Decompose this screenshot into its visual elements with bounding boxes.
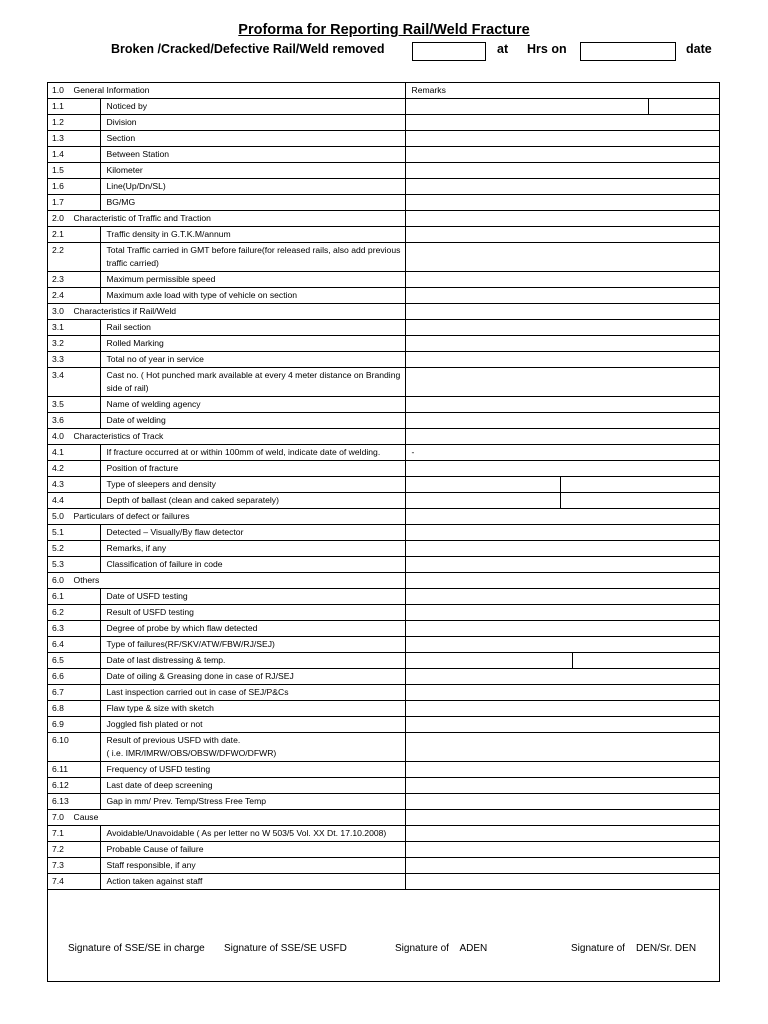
report-form [47,82,720,982]
form-row [48,99,720,115]
form-row [48,493,720,509]
form-row [48,320,720,336]
item-label: Last date of deep screening [100,778,405,794]
item-label: If fracture occurred at or within 100mm of weld, indicate date of welding. [100,445,405,461]
item-label: Result of USFD testing [100,605,405,621]
form-row [48,621,720,637]
item-label: Name of welding agency [100,397,405,413]
form-row [48,352,720,368]
form-row [48,336,720,352]
item-number: 6.1 [48,589,100,605]
item-number: 4.4 [48,493,100,509]
section-label: Characteristics if Rail/Weld [73,306,177,316]
remarks-cell[interactable] [405,637,720,653]
item-label: Date of welding [100,413,405,429]
remarks-cell[interactable] [405,810,720,826]
form-row [48,762,720,778]
section-row [48,83,720,99]
section-number: 7.0 [52,812,64,822]
item-number: 6.13 [48,794,100,810]
form-row [48,179,720,195]
form-row [48,227,720,243]
item-number: 3.2 [48,336,100,352]
remarks-cell[interactable] [405,858,720,874]
item-number: 3.6 [48,413,100,429]
item-number: 6.7 [48,685,100,701]
item-number: 3.4 [48,368,100,397]
remarks-cell[interactable] [405,477,720,493]
section-row [48,810,720,826]
remarks-cell[interactable] [405,179,720,195]
item-label: Type of sleepers and density [100,477,405,493]
remarks-cell[interactable] [405,195,720,211]
item-label: Line(Up/Dn/SL) [100,179,405,195]
time-blank-field[interactable] [412,42,486,61]
item-number: 6.11 [48,762,100,778]
remarks-subcell[interactable] [560,493,720,508]
remarks-cell[interactable] [405,669,720,685]
section-label: Others [73,575,100,585]
item-number: 6.9 [48,717,100,733]
remarks-cell[interactable] [405,493,720,509]
section-row [48,429,720,445]
item-label: Between Station [100,147,405,163]
date-blank-field[interactable] [580,42,676,61]
form-row [48,243,720,272]
section-number: 1.0 [52,85,64,95]
item-number: 1.5 [48,163,100,179]
item-number: 7.2 [48,842,100,858]
item-number: 3.5 [48,397,100,413]
item-label: Total Traffic carried in GMT before failure(for released rails, also add previous traffic carried) [100,243,405,272]
item-number: 4.3 [48,477,100,493]
item-label: Division [100,115,405,131]
form-row [48,669,720,685]
item-label: Result of previous USFD with date. ( i.e. IMR/IMRW/OBS/OBSW/DFWO/DFWR) [100,733,405,762]
form-row [48,605,720,621]
form-row [48,147,720,163]
remarks-cell[interactable] [405,99,720,115]
remarks-cell[interactable] [405,336,720,352]
item-number: 6.2 [48,605,100,621]
form-row [48,653,720,669]
item-label: Classification of failure in code [100,557,405,573]
form-row [48,794,720,810]
remarks-cell[interactable] [405,461,720,477]
item-number: 5.1 [48,525,100,541]
remarks-subcell[interactable] [406,477,560,492]
remarks-cell[interactable] [405,573,720,589]
section-number: 2.0 [52,213,64,223]
form-row [48,778,720,794]
item-number: 6.5 [48,653,100,669]
item-label: Maximum permissible speed [100,272,405,288]
item-number: 6.3 [48,621,100,637]
item-label: Maximum axle load with type of vehicle on section [100,288,405,304]
section-heading [48,810,405,826]
item-number: 4.1 [48,445,100,461]
section-number: 3.0 [52,306,64,316]
item-number: 1.6 [48,179,100,195]
remarks-cell[interactable] [405,131,720,147]
item-number: 1.3 [48,131,100,147]
at-label: at [497,42,509,56]
form-row [48,826,720,842]
section-row [48,304,720,320]
remarks-cell[interactable] [405,147,720,163]
remarks-cell[interactable] [405,413,720,429]
signature-sse-in-charge: Signature of SSE/SE in charge [68,943,205,954]
item-label: Last inspection carried out in case of SEJ/P&Cs [100,685,405,701]
section-label: Characteristics of Track [73,431,164,441]
section-row [48,211,720,227]
section-heading [48,573,405,589]
form-row [48,541,720,557]
section-label: General Information [73,85,150,95]
remarks-cell[interactable] [405,778,720,794]
form-row [48,461,720,477]
form-row [48,115,720,131]
item-label: Date of last distressing & temp. [100,653,405,669]
section-heading [48,83,405,99]
form-row [48,717,720,733]
remarks-cell[interactable] [405,243,720,272]
form-row [48,637,720,653]
remarks-cell[interactable] [405,589,720,605]
remarks-cell[interactable] [405,653,720,669]
form-row [48,874,720,890]
item-number: 2.2 [48,243,100,272]
section-number: 5.0 [52,511,64,521]
remark-text: - [411,447,415,457]
remarks-cell[interactable] [405,557,720,573]
remarks-cell[interactable] [405,227,720,243]
item-label: Gap in mm/ Prev. Temp/Stress Free Temp [100,794,405,810]
item-number: 1.2 [48,115,100,131]
signature-aden: Signature of ADEN [395,943,488,954]
remarks-cell[interactable] [405,445,720,461]
form-row [48,195,720,211]
remarks-split [406,99,721,114]
item-label: Rolled Marking [100,336,405,352]
remarks-cell[interactable] [405,368,720,397]
item-number: 2.3 [48,272,100,288]
remarks-split [406,493,721,508]
item-label: Cast no. ( Hot punched mark available at every 4 meter distance on Branding side of rail) [100,368,405,397]
item-number: 7.4 [48,874,100,890]
remarks-cell[interactable] [405,826,720,842]
item-label: BG/MG [100,195,405,211]
form-row [48,858,720,874]
item-label: Section [100,131,405,147]
remarks-subcell[interactable] [406,653,573,668]
form-row [48,589,720,605]
item-number: 7.3 [48,858,100,874]
item-label: Frequency of USFD testing [100,762,405,778]
form-row [48,397,720,413]
remarks-subcell[interactable] [406,99,648,114]
item-number: 1.7 [48,195,100,211]
remarks-cell[interactable] [405,304,720,320]
item-label: Date of USFD testing [100,589,405,605]
item-number: 6.6 [48,669,100,685]
remarks-cell[interactable] [405,874,720,890]
item-label: Probable Cause of failure [100,842,405,858]
item-number: 2.1 [48,227,100,243]
item-label: Rail section [100,320,405,336]
item-label: Type of failures(RF/SKV/ATW/FBW/RJ/SEJ) [100,637,405,653]
item-label: Avoidable/Unavoidable ( As per letter no W 503/5 Vol. XX Dt. 17.10.2008) [100,826,405,842]
remarks-cell[interactable] [405,509,720,525]
item-number: 1.1 [48,99,100,115]
remarks-cell[interactable] [405,717,720,733]
item-label: Kilometer [100,163,405,179]
form-row [48,272,720,288]
remarks-subcell[interactable] [406,493,560,508]
form-row [48,368,720,397]
remarks-subcell[interactable] [560,477,720,492]
section-heading [48,509,405,525]
remarks-cell[interactable] [405,842,720,858]
form-row [48,685,720,701]
form-row [48,701,720,717]
form-row [48,525,720,541]
remarks-cell[interactable] [405,685,720,701]
section-label: Particulars of defect or failures [73,511,190,521]
item-label: Noticed by [100,99,405,115]
remarks-subcell[interactable] [648,99,720,114]
section-label: Characteristic of Traffic and Traction [73,213,211,223]
item-number: 5.3 [48,557,100,573]
item-label: Flaw type & size with sketch [100,701,405,717]
item-label: Staff responsible, if any [100,858,405,874]
item-label: Remarks, if any [100,541,405,557]
form-row [48,288,720,304]
hrs-on-label: Hrs on [527,42,567,56]
section-heading [48,429,405,445]
remarks-cell[interactable] [405,621,720,637]
remarks-cell[interactable] [405,541,720,557]
remarks-cell[interactable] [405,525,720,541]
remarks-split [406,653,721,668]
remarks-cell[interactable] [405,794,720,810]
remarks-subcell[interactable] [572,653,720,668]
section-row [48,509,720,525]
signature-sse-usfd: Signature of SSE/SE USFD [224,943,347,954]
item-number: 2.4 [48,288,100,304]
section-row [48,573,720,589]
remarks-cell[interactable] [405,115,720,131]
form-row [48,445,720,461]
section-heading [48,304,405,320]
item-number: 4.2 [48,461,100,477]
remarks-cell[interactable] [405,762,720,778]
item-number: 3.1 [48,320,100,336]
form-row [48,557,720,573]
item-number: 6.4 [48,637,100,653]
item-number: 6.10 [48,733,100,762]
section-heading [48,211,405,227]
item-number: 6.12 [48,778,100,794]
item-number: 6.8 [48,701,100,717]
item-number: 1.4 [48,147,100,163]
remarks-cell[interactable] [405,211,720,227]
item-number: 5.2 [48,541,100,557]
remarks-cell[interactable] [405,701,720,717]
form-row [48,477,720,493]
signature-den: Signature of DEN/Sr. DEN [571,943,697,954]
form-title: Proforma for Reporting Rail/Weld Fracture [238,22,530,38]
item-label: Joggled fish plated or not [100,717,405,733]
removed-label: Broken /Cracked/Defective Rail/Weld removed [111,42,385,56]
item-label: Degree of probe by which flaw detected [100,621,405,637]
form-row [48,733,720,762]
remarks-cell[interactable] [405,163,720,179]
remarks-cell[interactable] [405,605,720,621]
item-label: Position of fracture [100,461,405,477]
form-row [48,131,720,147]
remarks-cell[interactable] [405,272,720,288]
item-label: Detected – Visually/By flaw detector [100,525,405,541]
section-number: 4.0 [52,431,64,441]
remarks-cell[interactable] [405,733,720,762]
section-number: 6.0 [52,575,64,585]
remarks-cell[interactable] [405,429,720,445]
form-row [48,842,720,858]
remarks-split [406,477,721,492]
item-label: Total no of year in service [100,352,405,368]
item-label: Action taken against staff [100,874,405,890]
item-label: Depth of ballast (clean and caked separately) [100,493,405,509]
remarks-cell[interactable] [405,352,720,368]
item-number: 3.3 [48,352,100,368]
date-label: date [686,42,712,56]
form-row [48,163,720,179]
item-number: 7.1 [48,826,100,842]
remarks-cell[interactable] [405,397,720,413]
item-label: Traffic density in G.T.K.M/annum [100,227,405,243]
form-row [48,413,720,429]
remarks-cell[interactable] [405,288,720,304]
section-label: Cause [73,812,99,822]
remarks-header: Remarks [405,83,720,99]
remarks-cell[interactable] [405,320,720,336]
item-label: Date of oiling & Greasing done in case of RJ/SEJ [100,669,405,685]
report-table [48,83,720,890]
